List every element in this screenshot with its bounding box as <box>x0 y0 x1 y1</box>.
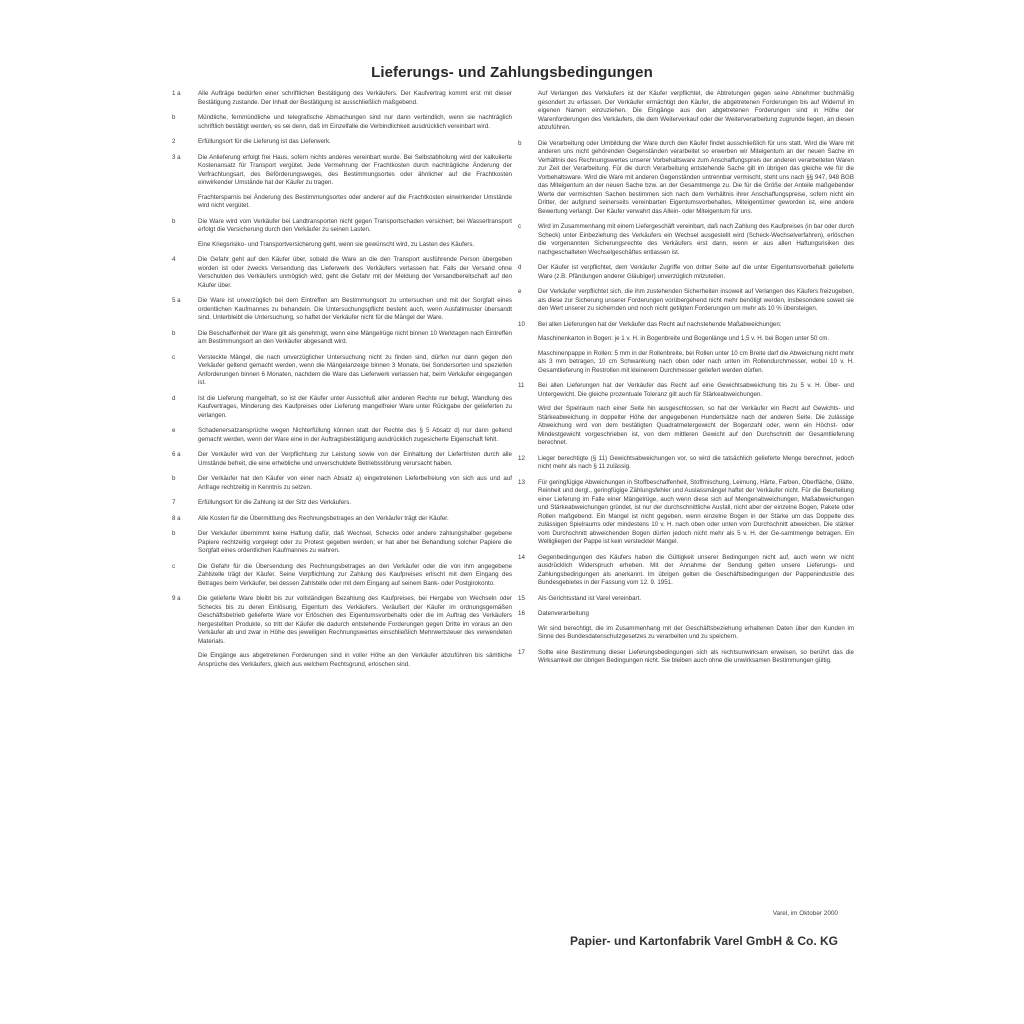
clause <box>172 154 512 211</box>
clause-text: Maschinenpappe in Rollen: 5 mm in der Rollenbreite, bei Rollen unter 10 cm Breite darf die Abweichung nicht mehr als 3 mm betragen, 10 cm Schwankung nach oben oder nach unten im Rollendurchmesser, wobei 10 v. H. Gesamtlieferung in Restrollen mit kleinerem Durchmesser geliefert werden dürfen. <box>538 349 854 374</box>
clause-number: 3 a <box>172 153 181 161</box>
clause-number: c <box>518 223 522 230</box>
clause-text: Die Verarbeitung oder Umbildung der Ware durch den Käufer findet ausschließlich für uns statt. Wird die Ware mit anderen uns nicht gehörenden Gegenständen verarbeitet so erwerben wir Miteigentum an der neuen Sache im Verhältnis des Rechnungswertes unserer Vorbehaltsware zum Anschaffungspreis der anderen verarbeiteten Waren zur Zeit der Verarbeitung. Für die durch Verarbeitung entstehende Sache gilt im übrigen das gleiche wie für die Vorbehaltsware. Wird die Ware mit anderen Gegenständen untrennbar vermischt, steht uns nach §§ 947, 948 BGB das Miteigentum an der neuen Sache bzw. an der Gesamtmenge zu. Die für die Größe der Anteile maßgebender Werte der vermischten Sachen bestimmen sich nach dem Verhältnis ihrer Anschaffungspreise, sofern nicht ein Dritter, der aufgrund seinerseits vereinbarten Eigentumsvorbehaltes, Miteigentümer geworden ist, eine andere Bewertung verlangt. Der Käufer verwahrt das Allein- oder Miteigentum für uns. <box>538 139 854 215</box>
clause <box>172 427 512 444</box>
clause-text: Wird der Spielraum nach einer Seite hin ausgeschlossen, so hat der Verkäufer ein Recht auf Gewichts- und Stärkeabweichung in doppelter Höhe der angegebenen Hundertsätze nach der anderen Seite. Die zulässige Abweichung wird von dem bestätigten Quadratmetergewicht der Bogenzahl oder, wenn ein Höchst- oder Mindestgewicht vorgeschrieben ist, von dem mittleren Gewicht auf den Durchschnitt der Gesamtlieferung berechnet. <box>538 405 854 446</box>
clause-number: 10 <box>518 320 525 328</box>
clause-text: Die Eingänge aus abgetretenen Forderungen sind in voller Höhe an den Verkäufer abzuführen bis sämtliche Ansprüche des Verkäufers, gleich aus welchem Rechtsgrund, erloschen sind. <box>198 652 512 668</box>
clause-number: b <box>172 114 176 121</box>
clause <box>172 595 512 669</box>
clause-number: 6 a <box>172 451 181 458</box>
clause <box>172 90 512 107</box>
clause-number: 16 <box>518 610 525 617</box>
clause <box>518 455 854 472</box>
clause <box>172 330 512 347</box>
clause-number: b <box>172 475 176 482</box>
clause-text: Der Käufer ist verpflichtet, dem Verkäufer Zugriffe von dritter Seite auf die unter Eigentumsvorbehalt gelieferte Ware (z.B. Pfändungen anderer Gläubiger) unverzüglich mitzuteilen. <box>538 264 854 280</box>
clause-number: 2 <box>172 138 176 145</box>
clause-text: Maschinenkarton in Bogen: je 1 v. H. in Bogenbreite und Bogenlänge und 1,5 v. H. bei Bogen unter 50 cm. <box>538 335 830 342</box>
clause-text: Der Verkäufer wird von der Verpflichtung zur Leistung sowie von der Einhaltung der Lieferfristen durch alle Umstände befreit, die eine erhebliche und unverschuldete Betriebsstörung verursacht haben. <box>198 451 512 467</box>
clause-number: 11 <box>518 382 525 389</box>
clause <box>518 479 854 547</box>
clause <box>518 140 854 217</box>
clause-text: Erfüllungsort für die Zahlung ist der Sitz des Verkäufers. <box>198 499 352 506</box>
clause <box>172 138 512 147</box>
clause <box>518 321 854 376</box>
clause-number: 4 <box>172 256 176 263</box>
clause-text: Wird im Zusammenhang mit einem Liefergeschäft vereinbart, daß nach Zahlung des Kaufpreises (in bar oder durch Scheck) unter Einbeziehung des Verkäufers ein Wechsel ausgestellt wird (Scheck-Wechselverfahren), erlöschen die vorgenannten Sicherungsrechte des Verkäufers erst dann, wenn er aus allen Haftungsrisiken des nachgeschalteten Wechselgeschäftes entlassen ist. <box>538 223 854 256</box>
clause-number: b <box>172 530 176 537</box>
clause-text: Die Anlieferung erfolgt frei Haus, sofern nichts anderes vereinbart wurde. Bei Selbstabholung wird der kalkulierte Kostenansatz für Transport vergütet. Jede Vermehrung der Frachtkosten durch nachträgliche Änderung der Verfrachtungsart, des Beförderungsweges, des Bestimmungsortes oder ähnlicher auf die Frachtkosten einwirkender Umstände hat der Käufer zu tragen. <box>198 153 512 186</box>
clause <box>172 530 512 556</box>
clause <box>518 288 854 314</box>
clause-text: Alle Kosten für die Übermittlung des Rechnungsbetrages an den Verkäufer trägt der Käufer. <box>198 514 449 522</box>
clause-text: Bei allen Lieferungen hat der Verkäufer das Recht auf nachstehende Maßabweichungen: <box>538 320 782 328</box>
clause-text: Die Gefahr geht auf den Käufer über, sobald die Ware an die den Transport ausführende Person übergeben worden ist oder zwecks Versendung das Lieferwerk des Verkäufers verlassen hat. Falls der Versand ohne Verschulden des Verkäufers unmöglich wird, geht die Gefahr mit der Meldung der Versandbereitschaft auf den Käufer über. <box>198 256 512 289</box>
clause-text: Sollte eine Bestimmung dieser Lieferungsbedingungen sich als rechtsunwirksam erweisen, so berührt das die Wirksamkeit der übrigen Bedingungen nicht. Sie bleiben auch ohne die unwirksamen Bestimmungen gültig. <box>538 648 854 664</box>
clause <box>172 475 512 492</box>
clause <box>518 595 854 604</box>
clause <box>518 223 854 257</box>
clause-number: 17 <box>518 648 525 656</box>
clause-text: Für geringfügige Abweichungen in Stoffbeschaffenheit, Stoffmischung, Leimung, Härte, Farben, Oberfläche, Glätte, Reinheit und dergl., geringfügige Zählungsfehler und Auslassmängel haftet der Verkäufer nicht. Für die Beurteilung einer Lieferung im Falle einer Mängelrüge, auch wenn diese sich auf Mengenabweichungen, Maßabweichungen und Stärkeabweichungen gründet, ist nur der durchschnittliche Ausfall, nicht aber der einzelne Bogen, Pakete oder Rollen maßgebend. Ein Mangel ist nicht gegeben, wenn einzelne Bogen in der Stärke um das Doppelte des zulässigen Spielraums oder mindestens 10 v. H. nach oben oder unten vom Durchschnitt abweichen. Die stärker vom Durchschnitt abweichenden Bogen dürfen jedoch nicht mehr als 5 v. H. der Ge-samtmenge betragen. Ein Welligliegen der Pappe ist kein versteckter Mangel. <box>538 478 854 545</box>
clause-text: Lieger berechtigte (§ 11) Gewichtsabweichungen vor, so wird die tatsächlich gelieferte Menge berechnet, jedoch nicht mehr als nach § 11 zulässig. <box>538 454 854 470</box>
place-date: Varel, im Oktober 2000 <box>772 910 838 917</box>
clause-number: e <box>172 427 176 434</box>
clause-number: d <box>518 264 522 271</box>
clause-text: Die Beschaffenheit der Ware gilt als genehmigt, wenn eine Mängelrüge nicht binnen 10 Werktagen nach Eintreffen am Bestimmungsort an den Verkäufer abgesandt wird. <box>198 329 512 345</box>
clause <box>172 218 512 250</box>
clause-number: d <box>172 394 176 402</box>
clause-text: Der Verkäufer hat den Käufer von einer nach Absatz a) eingetretenen Lieferbefreiung von sich aus und auf Anfrage rechtzeitig in Kenntnis zu setzen. <box>198 475 512 491</box>
clause <box>172 114 512 131</box>
clause <box>172 256 512 290</box>
clause-text: Eine Kriegsrisiko- und Transportversicherung geht, wenn sie gewünscht wird, zu Lasten des Käufers. <box>198 240 475 248</box>
clause-number: b <box>172 329 176 337</box>
clause-number: 14 <box>518 553 525 561</box>
clause-text: Erfüllungsort für die Lieferung ist das Lieferwerk. <box>198 138 331 145</box>
clause-number: c <box>172 562 176 570</box>
clause <box>172 395 512 421</box>
clause <box>172 515 512 524</box>
clause-number: 13 <box>518 478 525 486</box>
company-name: Papier- und Kartonfabrik Varel GmbH & Co. KG <box>569 934 838 948</box>
clause-text: Die Ware wird vom Verkäufer bei Landtransporten nicht gegen Transportschaden versichert; bei Wassertransport erfolgt die Versicherung durch den Verkäufer zu seinen Lasten. <box>198 217 512 233</box>
clause-number: e <box>518 288 522 295</box>
clause-text: Frachtersparnis bei Änderung des Bestimmungsortes oder anderer auf die Frachtkosten einwirkender Umstände wird nicht vergütet. <box>198 193 512 209</box>
clause-number: 15 <box>518 594 525 602</box>
clause-text: Bei allen Lieferungen hat der Verkäufer das Recht auf eine Gewichtsabweichung bis zu 5 v. H. Über- und Untergewicht. Die gleiche prozentuale Toleranz gilt auch für Stärkeabweichungen. <box>538 382 854 398</box>
clause-text: Ist die Lieferung mangelhaft, so ist der Käufer unter Ausschluß aller anderen Rechte nur befugt, Wandlung des Kaufvertrages, Minderung des Kaufpreises oder Lieferung mangelfreier Ware unter Rückgabe der gelieferten zu verlangen. <box>198 394 512 419</box>
clause <box>172 451 512 468</box>
clause-text: Der Verkäufer übernimmt keine Haftung dafür, daß Wechsel, Schecks oder andere zahlungshalber gegebene Papiere rechtzeitig vorgelegt oder zu Protest gegeben werden; er hat aber bei Behandlung solcher Papiere die Sorgfalt eines ordentlichen Kaufmannes zu wahren. <box>198 530 512 554</box>
left-column <box>172 90 512 676</box>
clause <box>172 297 512 323</box>
clause <box>172 499 512 508</box>
clause-text: Alle Aufträge bedürfen einer schriftlichen Bestätigung des Verkäufers. Der Kaufvertrag kommt erst mit dieser Bestätigung zustande. Der Inhalt der Bestätigung ist ausschließlich maßgebend. <box>198 90 512 106</box>
clause-number: 1 a <box>172 90 181 97</box>
clause <box>518 610 854 642</box>
clause <box>172 354 512 388</box>
clause-text: Wir sind berechtigt, die im Zusammenhang mit der Geschäftsbeziehung erhaltenen Daten über den Kunden im Sinne des Bundesdatenschutzgesetzes zu verarbeiten und zu speichern. <box>538 624 854 640</box>
clause-number: 5 a <box>172 297 181 304</box>
clause-number: c <box>172 353 176 361</box>
clause-text: Datenverarbeitung <box>538 610 589 617</box>
document-title: Lieferungs- und Zahlungsbedingungen <box>371 64 653 81</box>
clause <box>172 563 512 589</box>
clause <box>518 554 854 588</box>
clause-number: b <box>172 217 176 225</box>
clause <box>518 264 854 281</box>
clause-text: Die Ware ist unverzüglich bei dem Eintreffen am Bestimmungsort zu untersuchen und mit der Sorgfalt eines ordentlichen Kaufmannes zu behandeln. Die Untersuchungspflicht besteht auch, wenn Ausfallmuster übersandt sind. Unterbleibt die Untersuchung, so haftet der Verkäufer nicht für die Mängel der Ware. <box>198 297 512 321</box>
clause-number: b <box>518 139 522 147</box>
clause-text: Versteckte Mängel, die nach unverzüglicher Untersuchung nicht zu finden sind, dürfen nur dann gegen den Verkäufer geltend gemacht werden, wenn die Mängelanzeige binnen 3 Monate, bei Sondersorten und speziellen Anforderungen binnen 6 Monaten, nachdem die Ware das Lieferwerk verlassen hat, beim Verkäufer eingegangen ist. <box>198 353 512 386</box>
clause-text: Der Verkäufer verpflichtet sich, die ihm zustehenden Sicherheiten insoweit auf Verlangen des Käufers freizugeben, als diese zur Sicherung unserer Forderungen vorübergehend nicht mehr benötigt werden, insbesondere soweit sie den Wert unserer zu sichernden und noch nicht getilgten Forderungen um mehr als 10 % übersteigen. <box>538 288 854 312</box>
clause-number: 8 a <box>172 514 181 522</box>
clause-text: Gegenbedingungen des Käufers haben die Gültigkeit unserer Bedingungen nicht auf, auch wenn wir nicht ausdrücklich Widerspruch erheben. Mit der Annahme der Sendung gelten unsere Lieferungs- und Zahlungsbedingungen als anerkannt. Im übrigen gelten die Geschäftsbedingungen der Pappenindustrie des Bundesgebietes in der Fassung vom 12. 9. 1951. <box>538 553 854 586</box>
clause-text: Schadenersatzansprüche wegen Nichterfüllung können statt der Rechte des § 5 Absatz d) nur dann geltend gemacht werden, wenn der Ware eine in der Auftragsbestätigung ausdrücklich zugesicherte Eigenschaft fehlt. <box>198 427 512 443</box>
clause-text: Die Gefahr für die Übersendung des Rechnungsbetrages an den Verkäufer oder die von ihm angegebene Zahlstelle trägt der Käufer. Seine Verpflichtung zur Zahlung des Kaufpreises erlischt mit dem Eingang des Betrages beim Verkäufer, bei dessen Zahlstelle oder mit dem Eingang auf seinem Bank- oder Postgirokonto. <box>198 562 512 587</box>
clause-text: Mündliche, fernmündliche und telegrafische Abmachungen sind nur dann verbindlich, wenn sie nachträglich schriftlich bestätigt werden, es sei denn, daß im Einzelfalle die Verbindlichkeit ausdrücklich vereinbart wird. <box>198 114 512 130</box>
clause <box>518 90 854 133</box>
clause <box>518 649 854 666</box>
clause-number: 7 <box>172 499 176 506</box>
clause-number: 12 <box>518 454 525 462</box>
clause <box>518 382 854 448</box>
clause-number: 9 a <box>172 595 181 602</box>
clause-text: Als Gerichtsstand ist Varel vereinbart. <box>538 594 642 602</box>
clause-text: Die gelieferte Ware bleibt bis zur vollständigen Bezahlung des Kaufpreises, bei Hergabe von Wechseln oder Schecks bis zu deren Einlösung, Eigentum des Verkäufers. Veräußert der Käufer im ordnungsgemäßen Geschäftsbetrieb gelieferte Ware vor Erlöschen des Eigentumsvorbehalts oder die im Auftrag des Verkäufers hergestellten Produkte, so tritt der Käufer die dadurch entstehende Forderungen gegen Dritte im voraus an den Verkäufer ab und zwar in Höhe des jeweiligen Rechnungswertes einschließlich Mehrwertsteuer des verwendeten Materials. <box>198 595 512 645</box>
right-column <box>518 90 854 673</box>
clause-text: Auf Verlangen des Verkäufers ist der Käufer verpflichtet, die Abtretungen gegen seine Abnehmer buchmäßig gesondert zu erfassen. Der Verkäufer ermächtigt den Käufer, die abgetretenen Forderungen bis auf Widerruf im eigenen Namen einzuziehen. Die Eingänge aus den abgetretenen Forderungen sind in Höhe der Warenforderungen des Verkäufers, die dem Weiterverkauf oder der Weiterverarbeitung zugrunde liegen, an diesen abzuführen. <box>538 90 854 131</box>
